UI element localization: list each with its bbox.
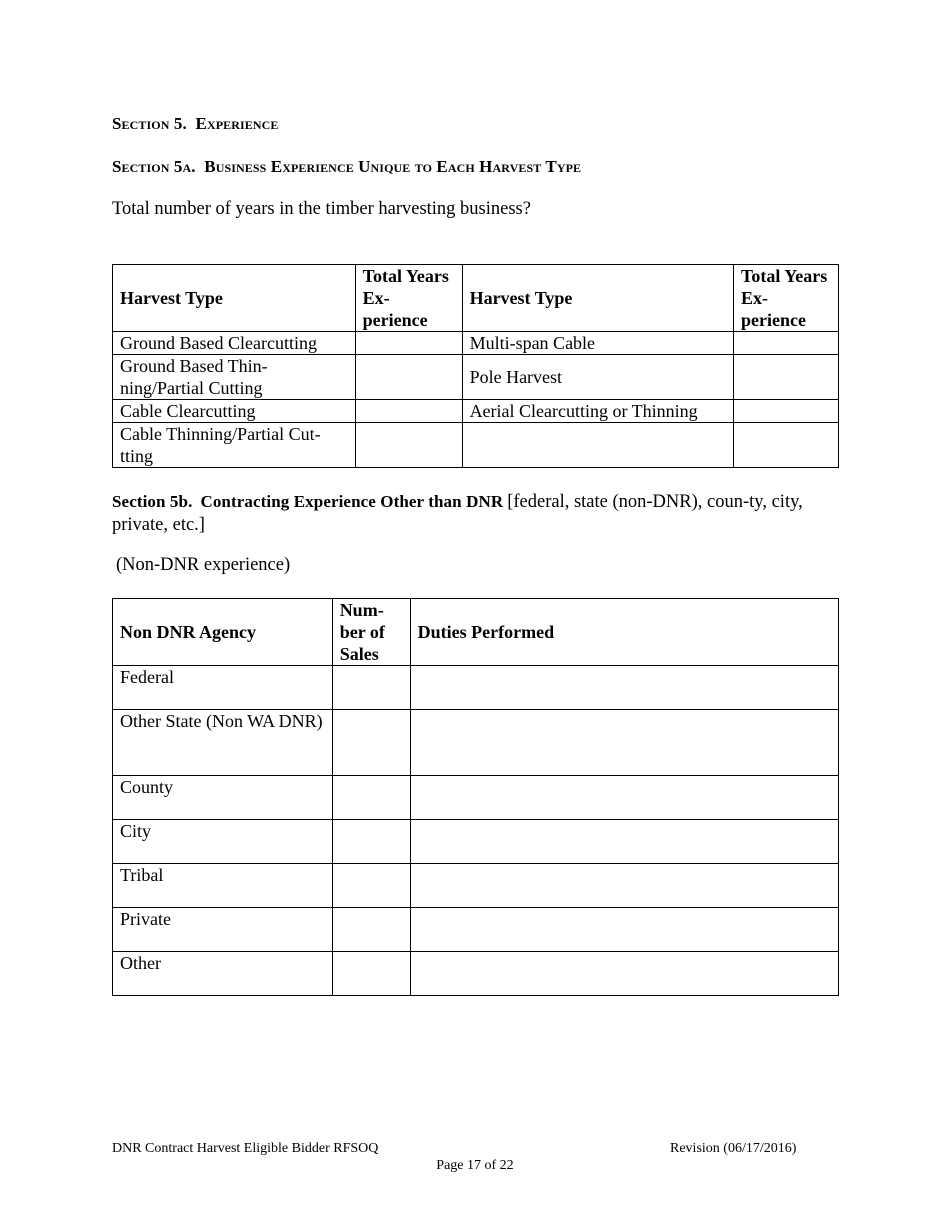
table-row bbox=[113, 776, 839, 820]
section-5-prefix: Section 5. bbox=[112, 114, 187, 133]
years-input-cell[interactable] bbox=[355, 423, 462, 468]
sales-input-cell[interactable] bbox=[332, 952, 410, 996]
table-row bbox=[113, 864, 839, 908]
table-row bbox=[113, 355, 839, 400]
agency-cell: Tribal bbox=[113, 864, 333, 908]
section-5b-note: [federal, state (non-DNR), coun-ty, city, private, etc.] bbox=[112, 492, 803, 535]
years-input-cell[interactable] bbox=[734, 423, 839, 468]
agency-cell: Federal bbox=[113, 666, 333, 710]
non-dnr-label: (Non-DNR experience) bbox=[116, 555, 291, 575]
years-input-cell[interactable] bbox=[355, 400, 462, 423]
table-row bbox=[113, 710, 839, 776]
table-row bbox=[113, 332, 839, 355]
duties-input-cell[interactable] bbox=[410, 666, 838, 710]
header-duties-performed: Duties Performed bbox=[410, 599, 838, 666]
header-number-of-sales: Num-ber of Sales bbox=[332, 599, 410, 666]
header-total-years-1: Total Years Ex-perience bbox=[355, 265, 462, 332]
sales-input-cell[interactable] bbox=[332, 710, 410, 776]
harvest-type-table bbox=[112, 264, 839, 468]
section-5b-heading bbox=[112, 490, 840, 537]
harvest-type-cell: Pole Harvest bbox=[462, 355, 733, 400]
sales-input-cell[interactable] bbox=[332, 666, 410, 710]
sales-input-cell[interactable] bbox=[332, 864, 410, 908]
years-input-cell[interactable] bbox=[734, 332, 839, 355]
footer-revision: Revision (06/17/2016) bbox=[670, 1141, 797, 1156]
harvest-type-cell: Cable Thinning/Partial Cut-tting bbox=[113, 423, 356, 468]
table-row bbox=[113, 820, 839, 864]
duties-input-cell[interactable] bbox=[410, 952, 838, 996]
agency-cell: Other State (Non WA DNR) bbox=[113, 710, 333, 776]
footer-document-title: DNR Contract Harvest Eligible Bidder RFSOQ bbox=[112, 1141, 379, 1156]
agency-cell: Other bbox=[113, 952, 333, 996]
duties-input-cell[interactable] bbox=[410, 820, 838, 864]
section-5a-title: Business Experience Unique to Each Harvest Type bbox=[204, 157, 582, 176]
header-non-dnr-agency: Non DNR Agency bbox=[113, 599, 333, 666]
header-harvest-type-2: Harvest Type bbox=[462, 265, 733, 332]
years-question: Total number of years in the timber harvesting business? bbox=[112, 199, 531, 219]
table-row bbox=[113, 952, 839, 996]
table-row bbox=[113, 666, 839, 710]
table-row bbox=[113, 908, 839, 952]
sales-input-cell[interactable] bbox=[332, 820, 410, 864]
duties-input-cell[interactable] bbox=[410, 908, 838, 952]
section-5-heading bbox=[112, 114, 279, 134]
footer-page-number: Page 17 of 22 bbox=[436, 1158, 514, 1173]
harvest-type-cell: Multi-span Cable bbox=[462, 332, 733, 355]
harvest-type-cell: Aerial Clearcutting or Thinning bbox=[462, 400, 733, 423]
header-harvest-type-1: Harvest Type bbox=[113, 265, 356, 332]
table-row bbox=[113, 423, 839, 468]
harvest-type-cell: Cable Clearcutting bbox=[113, 400, 356, 423]
section-5b-title: Contracting Experience Other than DNR bbox=[200, 492, 504, 511]
harvest-table-header-row bbox=[113, 265, 839, 332]
duties-input-cell[interactable] bbox=[410, 864, 838, 908]
agency-cell: Private bbox=[113, 908, 333, 952]
agency-table-header-row bbox=[113, 599, 839, 666]
section-5a-prefix: Section 5a. bbox=[112, 157, 196, 176]
years-input-cell[interactable] bbox=[734, 355, 839, 400]
section-5a-heading bbox=[112, 157, 581, 177]
years-input-cell[interactable] bbox=[355, 332, 462, 355]
agency-cell: City bbox=[113, 820, 333, 864]
harvest-type-cell: Ground Based Thin-ning/Partial Cutting bbox=[113, 355, 356, 400]
header-total-years-2: Total Years Ex-perience bbox=[734, 265, 839, 332]
agency-table bbox=[112, 598, 839, 996]
duties-input-cell[interactable] bbox=[410, 776, 838, 820]
harvest-type-cell bbox=[462, 423, 733, 468]
agency-cell: County bbox=[113, 776, 333, 820]
section-5b-prefix: Section 5b. bbox=[112, 492, 193, 511]
sales-input-cell[interactable] bbox=[332, 908, 410, 952]
harvest-type-cell: Ground Based Clearcutting bbox=[113, 332, 356, 355]
table-row bbox=[113, 400, 839, 423]
section-5-title: Experience bbox=[195, 114, 279, 133]
sales-input-cell[interactable] bbox=[332, 776, 410, 820]
duties-input-cell[interactable] bbox=[410, 710, 838, 776]
years-input-cell[interactable] bbox=[734, 400, 839, 423]
years-input-cell[interactable] bbox=[355, 355, 462, 400]
